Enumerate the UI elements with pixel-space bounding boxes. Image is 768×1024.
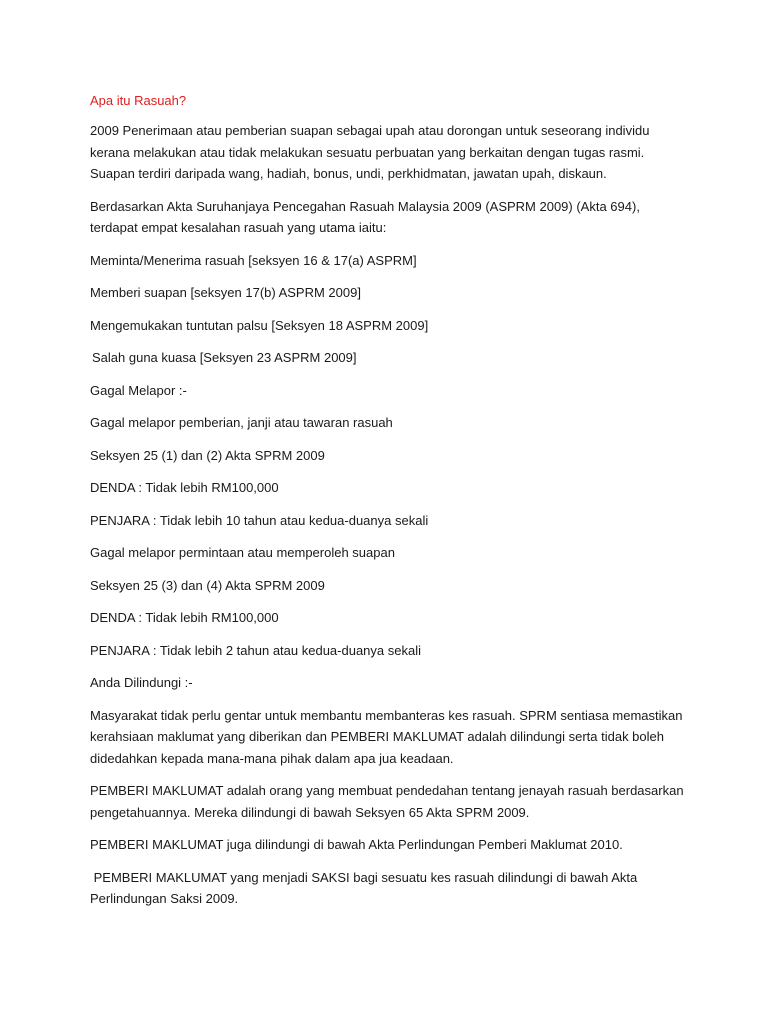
section-heading-gagal-melapor: Gagal Melapor :-: [90, 382, 187, 398]
failure-section-2: Seksyen 25 (3) dan (4) Akta SPRM 2009: [90, 577, 325, 593]
prison-line-2: PENJARA : Tidak lebih 2 tahun atau kedua-duanya sekali: [90, 642, 421, 658]
paragraph-akta-intro: Berdasarkan Akta Suruhanjaya Pencegahan Rasuah Malaysia 2009 (ASPRM 2009) (Akta 694), terdapat empat kesalahan rasuah yang utama iaitu:: [90, 198, 640, 235]
fine-line-2: DENDA : Tidak lebih RM100,000: [90, 610, 279, 625]
fine-line-1: DENDA : Tidak lebih RM100,000: [90, 480, 279, 495]
document-title: Apa itu Rasuah?: [90, 93, 187, 108]
offence-item-2: Memberi suapan [seksyen 17(b) ASPRM 2009]: [90, 285, 361, 300]
paragraph-definition: 2009 Penerimaan atau pemberian suapan sebagai upah atau dorongan untuk seseorang individu kerana melakukan atau tidak melakukan sesuatu perbuatan yang berkaitan dengan tugas rasmi. Suapan terdiri daripada wang, hadiah, bonus, undi, perkhidmatan, jawatan upah, diskaun.: [90, 123, 650, 181]
failure-item-2: Gagal melapor permintaan atau memperoleh suapan: [90, 545, 395, 560]
failure-item-1: Gagal melapor pemberian, janji atau tawaran rasuah: [90, 415, 393, 430]
section-heading-anda-dilindungi: Anda Dilindungi :-: [90, 675, 193, 690]
paragraph-protection: Masyarakat tidak perlu gentar untuk membantu membanteras kes rasuah. SPRM sentiasa memastikan kerahsiaan maklumat yang diberikan dan PEMBERI MAKLUMAT adalah dilindungi serta tidak boleh didedahkan kepada mana-mana pihak dalam apa jua keadaan.: [90, 707, 683, 766]
offence-item-4: Salah guna kuasa [Seksyen 23 ASPRM 2009]: [92, 350, 357, 365]
failure-section-1: Seksyen 25 (1) dan (2) Akta SPRM 2009: [90, 447, 325, 463]
paragraph-informant-definition: PEMBERI MAKLUMAT adalah orang yang membuat pendedahan tentang jenayah rasuah berdasarkan pengetahuannya. Mereka dilindungi di bawah Seksyen 65 Akta SPRM 2009.: [90, 783, 684, 820]
prison-line-1: PENJARA : Tidak lebih 10 tahun atau kedua-duanya sekali: [90, 512, 429, 528]
paragraph-informant-act-2010: PEMBERI MAKLUMAT juga dilindungi di bawah Akta Perlindungan Pemberi Maklumat 2010.: [90, 837, 623, 852]
offence-item-1: Meminta/Menerima rasuah [seksyen 16 & 17(a) ASPRM]: [90, 252, 417, 268]
paragraph-witness-protection: PEMBERI MAKLUMAT yang menjadi SAKSI bagi sesuatu kes rasuah dilindungi di bawah Akta Perlindungan Saksi 2009.: [90, 869, 641, 906]
offence-item-3: Mengemukakan tuntutan palsu [Seksyen 18 ASPRM 2009]: [90, 317, 429, 333]
